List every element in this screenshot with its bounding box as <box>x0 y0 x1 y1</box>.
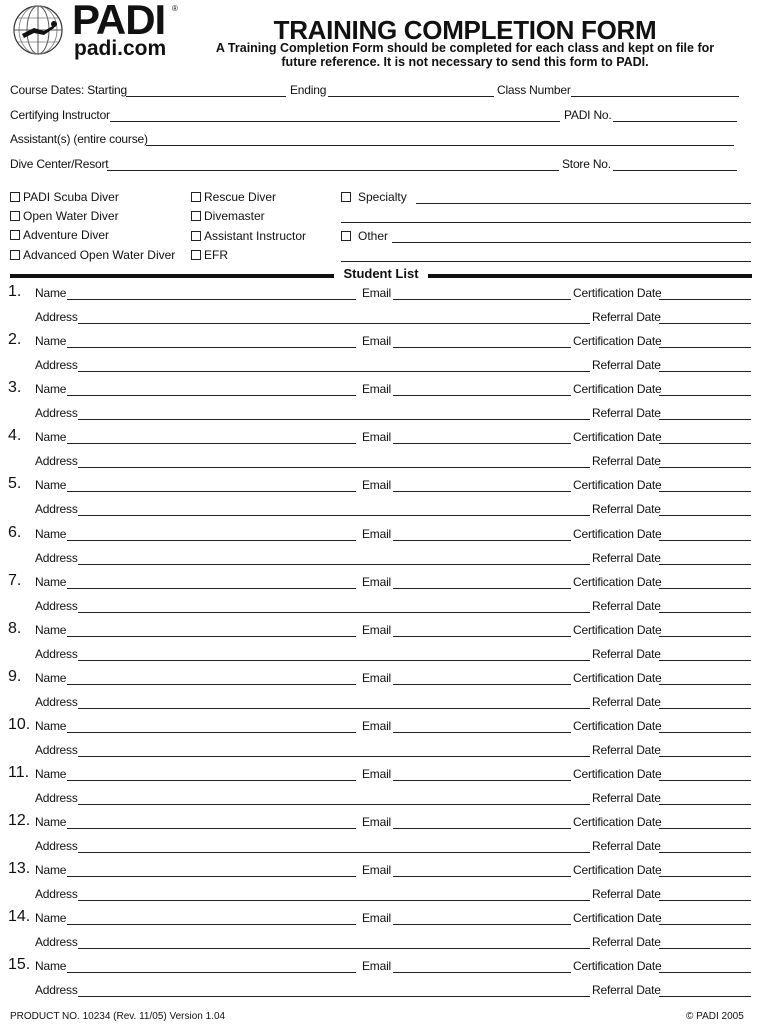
padi-no-label: PADI No. <box>564 108 612 122</box>
student-address-field[interactable] <box>78 900 590 901</box>
student-address-field[interactable] <box>78 996 590 997</box>
student-name-field[interactable] <box>67 443 356 444</box>
student-name-field[interactable] <box>67 299 356 300</box>
other-label: Other <box>358 229 389 243</box>
other-field[interactable] <box>392 242 751 243</box>
course-option-label: PADI Scuba Diver <box>23 190 119 204</box>
referral-date-label: Referral Date <box>592 406 661 420</box>
specialty-field[interactable] <box>416 203 751 204</box>
student-name-field[interactable] <box>67 395 356 396</box>
referral-date-field[interactable] <box>659 900 751 901</box>
certification-date-label: Certification Date <box>573 382 662 396</box>
student-email-field[interactable] <box>393 395 571 396</box>
course-end-date-field[interactable] <box>328 96 494 97</box>
student-email-field[interactable] <box>393 299 571 300</box>
student-email-field[interactable] <box>393 780 571 781</box>
email-label: Email <box>362 430 392 444</box>
store-no-field[interactable] <box>613 170 737 171</box>
name-label: Name <box>35 863 67 877</box>
student-address-field[interactable] <box>78 323 590 324</box>
student-number: 4. <box>8 427 22 444</box>
referral-date-field[interactable] <box>659 948 751 949</box>
certification-date-field[interactable] <box>659 876 751 877</box>
name-label: Name <box>35 430 67 444</box>
student-name-field[interactable] <box>67 684 356 685</box>
course-option[interactable] <box>10 190 119 204</box>
course-option-label: Assistant Instructor <box>204 229 307 243</box>
certification-date-field[interactable] <box>659 924 751 925</box>
email-label: Email <box>362 575 392 589</box>
address-label: Address <box>35 935 78 949</box>
email-label: Email <box>362 719 392 733</box>
subtitle-line-2: future reference. It is not necessary to send this form to PADI. <box>281 55 649 69</box>
email-label: Email <box>362 286 392 300</box>
course-option-label: Open Water Diver <box>23 209 119 223</box>
student-address-field[interactable] <box>78 564 590 565</box>
student-name-field[interactable] <box>67 924 356 925</box>
student-email-field[interactable] <box>393 443 571 444</box>
student-number: 12. <box>8 812 31 829</box>
name-label: Name <box>35 478 67 492</box>
name-label: Name <box>35 719 67 733</box>
referral-date-field[interactable] <box>659 419 751 420</box>
course-option[interactable] <box>191 190 276 204</box>
certification-date-field[interactable] <box>659 395 751 396</box>
student-address-field[interactable] <box>78 371 590 372</box>
student-address-field[interactable] <box>78 419 590 420</box>
student-address-field[interactable] <box>78 467 590 468</box>
assistants-field[interactable] <box>146 145 734 146</box>
course-start-date-field[interactable] <box>126 96 286 97</box>
course-option[interactable] <box>191 209 265 223</box>
certification-date-label: Certification Date <box>573 478 662 492</box>
student-name-field[interactable] <box>67 972 356 973</box>
student-number: 1. <box>8 283 22 300</box>
referral-date-field[interactable] <box>659 564 751 565</box>
name-label: Name <box>35 286 67 300</box>
student-address-field[interactable] <box>78 948 590 949</box>
student-email-field[interactable] <box>393 828 571 829</box>
referral-date-label: Referral Date <box>592 887 661 901</box>
email-label: Email <box>362 815 392 829</box>
address-label: Address <box>35 406 78 420</box>
subtitle-line-1: A Training Completion Form should be completed for each class and kept on file for <box>215 41 715 55</box>
form-title: TRAINING COMPLETION FORM <box>273 15 657 45</box>
referral-date-field[interactable] <box>659 852 751 853</box>
student-address-field[interactable] <box>78 660 590 661</box>
referral-date-label: Referral Date <box>592 551 661 565</box>
store-no-label: Store No. <box>562 157 611 171</box>
certifying-instructor-field[interactable] <box>110 121 560 122</box>
dive-center-field[interactable] <box>107 170 559 171</box>
course-option[interactable] <box>10 248 175 262</box>
student-name-field[interactable] <box>67 347 356 348</box>
name-label: Name <box>35 382 67 396</box>
referral-date-label: Referral Date <box>592 983 661 997</box>
address-label: Address <box>35 839 78 853</box>
course-option[interactable] <box>191 229 306 243</box>
student-number: 2. <box>8 331 22 348</box>
address-label: Address <box>35 887 78 901</box>
student-number: 15. <box>8 956 31 973</box>
certification-date-field[interactable] <box>659 684 751 685</box>
certification-date-label: Certification Date <box>573 286 662 300</box>
referral-date-field[interactable] <box>659 371 751 372</box>
dive-center-label: Dive Center/Resort <box>10 157 109 171</box>
student-number: 6. <box>8 524 22 541</box>
referral-date-field[interactable] <box>659 660 751 661</box>
student-number: 11. <box>8 764 30 781</box>
certification-date-field[interactable] <box>659 732 751 733</box>
referral-date-field[interactable] <box>659 708 751 709</box>
name-label: Name <box>35 911 67 925</box>
referral-date-label: Referral Date <box>592 310 661 324</box>
student-number: 9. <box>8 668 22 685</box>
certification-date-field[interactable] <box>659 540 751 541</box>
specialty-label: Specialty <box>358 190 407 204</box>
student-email-field[interactable] <box>393 732 571 733</box>
certification-date-field[interactable] <box>659 972 751 973</box>
name-label: Name <box>35 959 67 973</box>
student-name-field[interactable] <box>67 732 356 733</box>
class-number-label: Class Number <box>497 83 571 97</box>
checkbox[interactable] <box>191 211 201 221</box>
course-option[interactable] <box>10 209 119 223</box>
referral-date-label: Referral Date <box>592 358 661 372</box>
name-label: Name <box>35 671 67 685</box>
assistants-label: Assistant(s) (entire course) <box>10 132 148 146</box>
student-email-field[interactable] <box>393 491 571 492</box>
other-option[interactable] <box>341 229 388 243</box>
student-number: 10. <box>8 716 31 733</box>
student-address-field[interactable] <box>78 804 590 805</box>
student-email-field[interactable] <box>393 684 571 685</box>
student-name-field[interactable] <box>67 636 356 637</box>
certifying-instructor-label: Certifying Instructor <box>10 108 110 122</box>
referral-date-label: Referral Date <box>592 791 661 805</box>
email-label: Email <box>362 478 392 492</box>
address-label: Address <box>35 791 78 805</box>
course-option-label: Adventure Diver <box>23 228 110 242</box>
address-label: Address <box>35 647 78 661</box>
section-divider-right <box>428 274 752 278</box>
student-list-title: Student List <box>343 266 419 281</box>
email-label: Email <box>362 334 392 348</box>
certification-date-label: Certification Date <box>573 863 662 877</box>
name-label: Name <box>35 575 67 589</box>
certification-date-label: Certification Date <box>573 671 662 685</box>
referral-date-label: Referral Date <box>592 454 661 468</box>
certification-date-label: Certification Date <box>573 911 662 925</box>
address-label: Address <box>35 502 78 516</box>
referral-date-field[interactable] <box>659 804 751 805</box>
course-option-label: Advanced Open Water Diver <box>23 248 176 262</box>
student-address-field[interactable] <box>78 612 590 613</box>
email-label: Email <box>362 527 392 541</box>
student-number: 5. <box>8 475 22 492</box>
certification-date-field[interactable] <box>659 443 751 444</box>
address-label: Address <box>35 983 78 997</box>
referral-date-label: Referral Date <box>592 935 661 949</box>
referral-date-field[interactable] <box>659 323 751 324</box>
address-label: Address <box>35 454 78 468</box>
certification-date-field[interactable] <box>659 828 751 829</box>
student-number: 14. <box>8 908 31 925</box>
checkbox[interactable] <box>341 231 351 241</box>
specialty-option[interactable] <box>341 190 407 204</box>
student-number: 7. <box>8 572 22 589</box>
name-label: Name <box>35 623 67 637</box>
referral-date-label: Referral Date <box>592 647 661 661</box>
address-label: Address <box>35 599 78 613</box>
checkbox[interactable] <box>10 230 20 240</box>
certification-date-label: Certification Date <box>573 767 662 781</box>
student-email-field[interactable] <box>393 636 571 637</box>
name-label: Name <box>35 815 67 829</box>
course-option[interactable] <box>10 228 109 242</box>
student-address-field[interactable] <box>78 852 590 853</box>
certification-date-label: Certification Date <box>573 575 662 589</box>
name-label: Name <box>35 334 67 348</box>
student-email-field[interactable] <box>393 876 571 877</box>
certification-date-field[interactable] <box>659 299 751 300</box>
certification-date-label: Certification Date <box>573 719 662 733</box>
referral-date-field[interactable] <box>659 756 751 757</box>
referral-date-field[interactable] <box>659 467 751 468</box>
checkbox[interactable] <box>191 250 201 260</box>
email-label: Email <box>362 959 392 973</box>
email-label: Email <box>362 863 392 877</box>
checkbox[interactable] <box>191 231 201 241</box>
student-email-field[interactable] <box>393 540 571 541</box>
registered-mark: ® <box>172 4 178 13</box>
referral-date-field[interactable] <box>659 996 751 997</box>
checkbox[interactable] <box>341 192 351 202</box>
referral-date-label: Referral Date <box>592 839 661 853</box>
email-label: Email <box>362 623 392 637</box>
course-option-label: EFR <box>204 248 228 262</box>
student-email-field[interactable] <box>393 972 571 973</box>
course-option-label: Divemaster <box>204 209 265 223</box>
copyright: © PADI 2005 <box>686 1011 744 1022</box>
student-name-field[interactable] <box>67 780 356 781</box>
ending-label: Ending <box>290 83 327 97</box>
certification-date-field[interactable] <box>659 491 751 492</box>
class-number-field[interactable] <box>571 96 739 97</box>
referral-date-label: Referral Date <box>592 502 661 516</box>
address-label: Address <box>35 310 78 324</box>
email-label: Email <box>362 911 392 925</box>
referral-date-label: Referral Date <box>592 695 661 709</box>
certification-date-label: Certification Date <box>573 959 662 973</box>
student-name-field[interactable] <box>67 588 356 589</box>
padi-wordmark: PADI <box>72 0 166 43</box>
student-email-field[interactable] <box>393 347 571 348</box>
certification-date-field[interactable] <box>659 636 751 637</box>
student-number: 3. <box>8 379 22 396</box>
student-email-field[interactable] <box>393 924 571 925</box>
checkbox[interactable] <box>10 192 20 202</box>
student-address-field[interactable] <box>78 515 590 516</box>
course-dates-starting-label: Course Dates: Starting <box>10 83 127 97</box>
student-address-field[interactable] <box>78 756 590 757</box>
checkbox[interactable] <box>191 192 201 202</box>
padi-url: padi.com <box>74 37 167 60</box>
course-option-label: Rescue Diver <box>204 190 277 204</box>
certification-date-label: Certification Date <box>573 334 662 348</box>
certification-date-label: Certification Date <box>573 815 662 829</box>
student-address-field[interactable] <box>78 708 590 709</box>
student-number: 13. <box>8 860 31 877</box>
student-email-field[interactable] <box>393 588 571 589</box>
other-field-line-2[interactable] <box>341 261 751 262</box>
certification-date-label: Certification Date <box>573 527 662 541</box>
email-label: Email <box>362 767 392 781</box>
student-name-field[interactable] <box>67 876 356 877</box>
email-label: Email <box>362 382 392 396</box>
name-label: Name <box>35 527 67 541</box>
address-label: Address <box>35 743 78 757</box>
product-info: PRODUCT NO. 10234 (Rev. 11/05) Version 1.04 <box>10 1011 226 1022</box>
section-divider-left <box>10 274 334 278</box>
referral-date-label: Referral Date <box>592 599 661 613</box>
email-label: Email <box>362 671 392 685</box>
student-name-field[interactable] <box>67 540 356 541</box>
address-label: Address <box>35 551 78 565</box>
form-subtitle <box>205 41 725 69</box>
name-label: Name <box>35 767 67 781</box>
specialty-field-line-2[interactable] <box>341 222 751 223</box>
certification-date-field[interactable] <box>659 347 751 348</box>
certification-date-field[interactable] <box>659 780 751 781</box>
certification-date-label: Certification Date <box>573 430 662 444</box>
certification-date-label: Certification Date <box>573 623 662 637</box>
student-name-field[interactable] <box>67 491 356 492</box>
padi-no-field[interactable] <box>613 121 737 122</box>
certification-date-field[interactable] <box>659 588 751 589</box>
globe-diver-logo-icon <box>10 4 66 56</box>
checkbox[interactable] <box>10 250 20 260</box>
address-label: Address <box>35 695 78 709</box>
referral-date-label: Referral Date <box>592 743 661 757</box>
student-name-field[interactable] <box>67 828 356 829</box>
referral-date-field[interactable] <box>659 515 751 516</box>
address-label: Address <box>35 358 78 372</box>
referral-date-field[interactable] <box>659 612 751 613</box>
checkbox[interactable] <box>10 211 20 221</box>
student-number: 8. <box>8 620 22 637</box>
course-option[interactable] <box>191 248 228 262</box>
